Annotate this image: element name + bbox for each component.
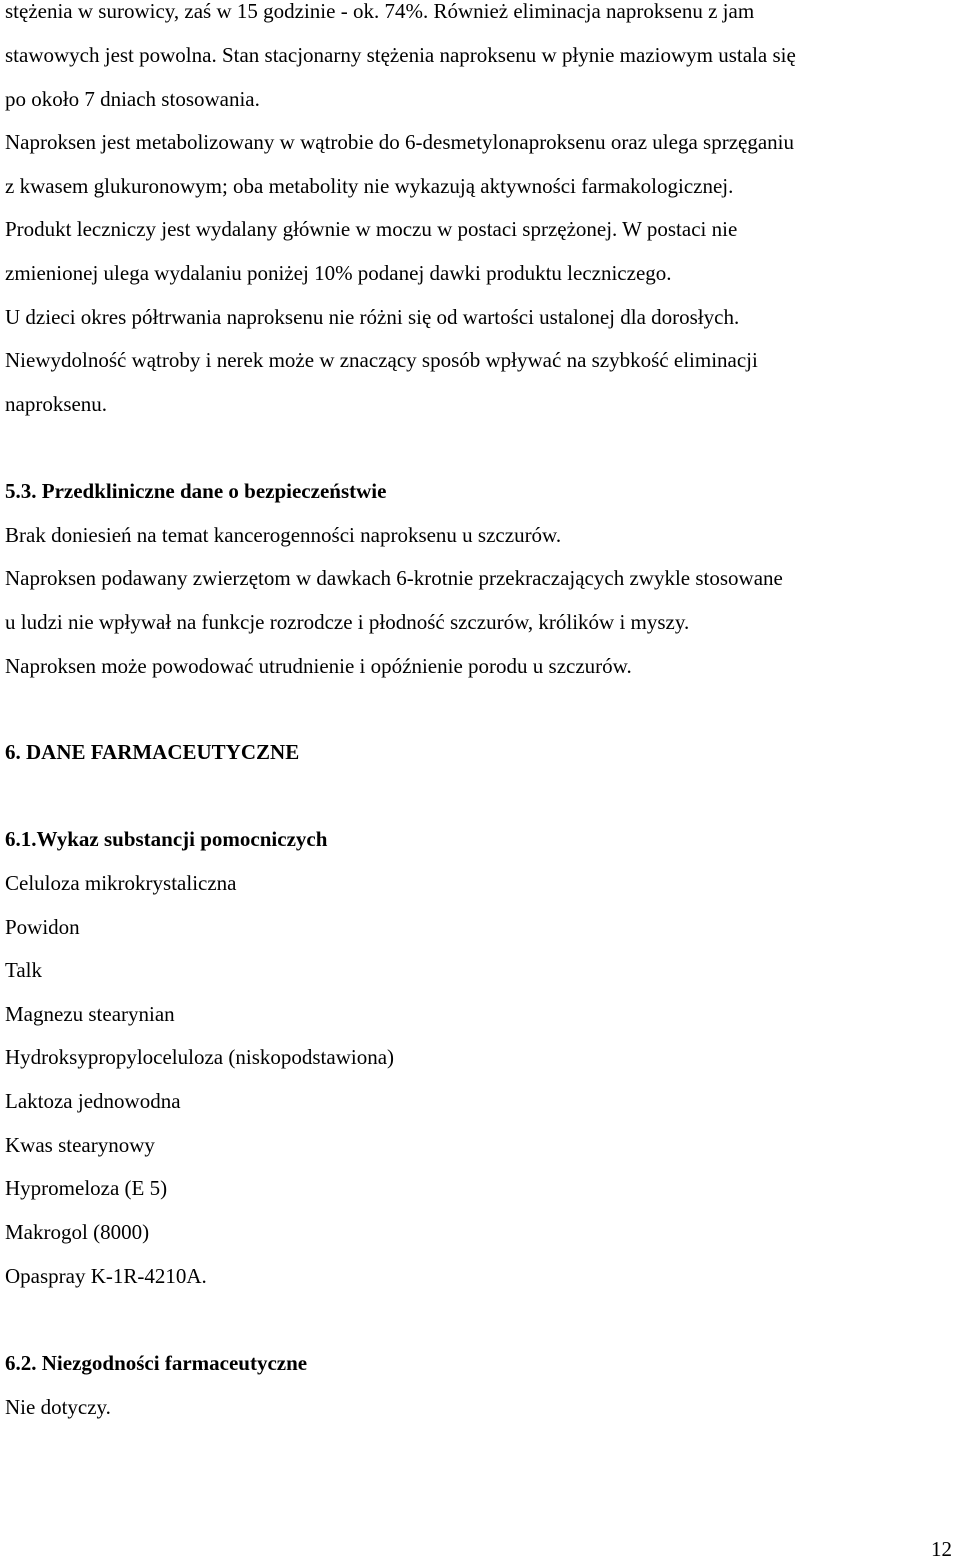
excipient-item: Laktoza jednowodna	[5, 1089, 181, 1113]
section-5-3-line: Brak doniesień na temat kancerogenności naproksenu u szczurów.	[5, 523, 562, 547]
section-5-3-line: Naproksen podawany zwierzętom w dawkach 6-krotnie przekraczających zwykle stosowane	[5, 566, 783, 590]
section-6-1-heading: 6.1.Wykaz substancji pomocniczych	[5, 827, 328, 851]
intro-line: naproksenu.	[5, 392, 108, 416]
intro-line: U dzieci okres półtrwania naproksenu nie różni się od wartości ustalonej dla dorosłych.	[5, 305, 740, 329]
excipient-item: Kwas stearynowy	[5, 1133, 155, 1157]
intro-line: zmienionej ulega wydalaniu poniżej 10% podanej dawki produktu leczniczego.	[5, 261, 672, 285]
excipient-item: Powidon	[5, 915, 80, 939]
section-6-2-text: Nie dotyczy.	[5, 1395, 111, 1419]
section-6-heading: 6. DANE FARMACEUTYCZNE	[5, 740, 300, 764]
intro-line: stężenia w surowicy, zaś w 15 godzinie - ok. 74%. Również eliminacja naproksenu z jam	[5, 0, 755, 23]
excipient-item: Makrogol (8000)	[5, 1220, 150, 1244]
excipient-item: Opaspray K-1R-4210A.	[5, 1264, 207, 1288]
excipient-item: Hypromeloza (E 5)	[5, 1176, 168, 1200]
excipient-item: Hydroksypropyloceluloza (niskopodstawiona)	[5, 1045, 395, 1069]
excipient-item: Celuloza mikrokrystaliczna	[5, 871, 237, 895]
intro-line: Niewydolność wątroby i nerek może w znaczący sposób wpływać na szybkość eliminacji	[5, 348, 758, 372]
excipient-item: Magnezu stearynian	[5, 1002, 175, 1026]
intro-line: z kwasem glukuronowym; oba metabolity nie wykazują aktywności farmakologicznej.	[5, 174, 734, 198]
excipient-item: Talk	[5, 958, 43, 982]
intro-line: po około 7 dniach stosowania.	[5, 87, 260, 111]
intro-line: Naproksen jest metabolizowany w wątrobie do 6-desmetylonaproksenu oraz ulega sprzęganiu	[5, 130, 794, 154]
section-5-3-line: u ludzi nie wpływał na funkcje rozrodcze i płodność szczurów, królików i myszy.	[5, 610, 690, 634]
intro-line: stawowych jest powolna. Stan stacjonarny stężenia naproksenu w płynie maziowym ustala się	[5, 43, 796, 67]
section-6-2-heading: 6.2. Niezgodności farmaceutyczne	[5, 1351, 308, 1375]
section-5-3-heading: 5.3. Przedkliniczne dane o bezpieczeństwie	[5, 479, 387, 503]
intro-line: Produkt leczniczy jest wydalany głównie w moczu w postaci sprzężonej. W postaci nie	[5, 217, 738, 241]
section-5-3-line: Naproksen może powodować utrudnienie i opóźnienie porodu u szczurów.	[5, 654, 632, 678]
page-number: 12	[931, 1537, 952, 1561]
